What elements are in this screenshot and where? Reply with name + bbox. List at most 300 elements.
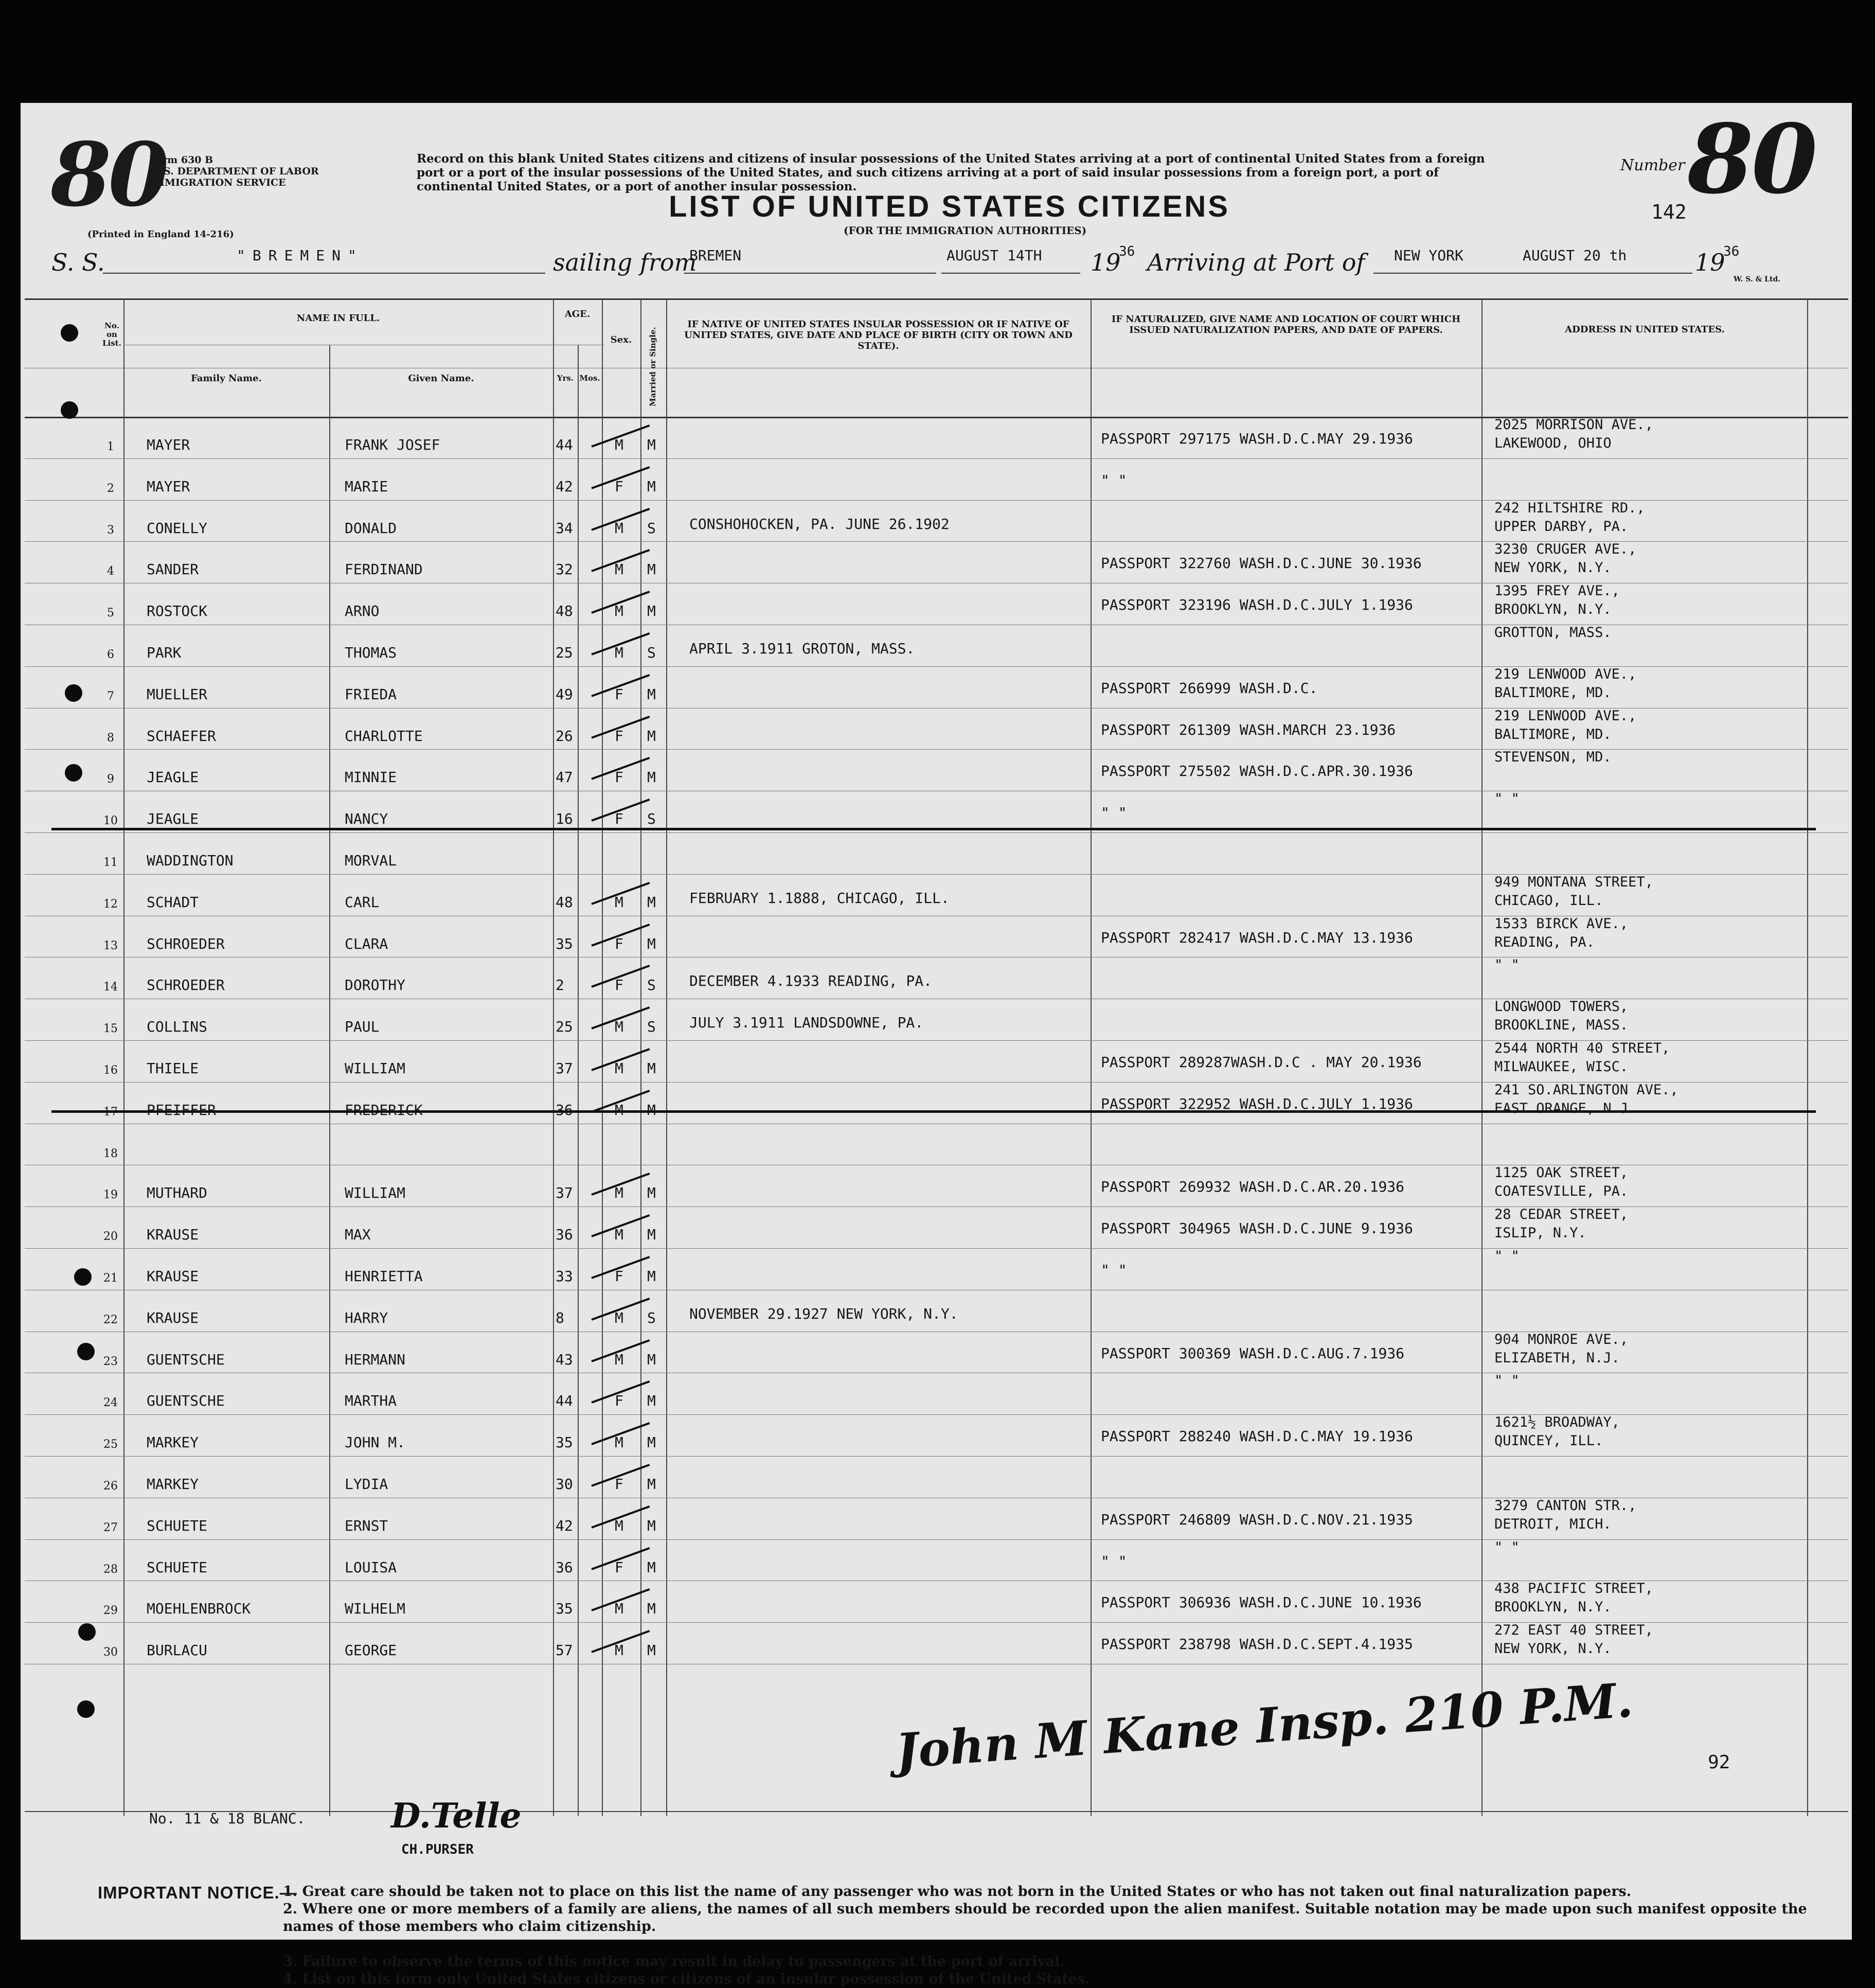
age-years: 35 [556,935,573,952]
strike-line-row-18 [51,1110,1816,1113]
sex: M [615,893,623,911]
sex: M [615,1226,623,1244]
address-line-1: 949 MONTANA STREET, [1494,874,1653,890]
address-line-1: " " [1494,791,1520,807]
age-years: 36 [556,1558,573,1576]
given-name: LYDIA [345,1476,388,1493]
address-line-2: UPPER DARBY, PA. [1494,518,1629,535]
family-name: CONELLY [147,519,208,537]
punch-hole [61,401,78,419]
row-number: 1 [107,440,114,453]
family-name: KRAUSE [147,1268,199,1285]
birth-info: FEBRUARY 1.1888, CHICAGO, ILL. [689,889,950,907]
naturalization-info: PASSPORT 238798 WASH.D.C.SEPT.4.1935 [1101,1636,1413,1653]
service-name: IMMIGRATION SERVICE [149,177,286,188]
given-name: CLARA [345,935,388,952]
marital-status: M [647,685,656,703]
naturalization-info: " " [1101,471,1127,489]
naturalization-info: PASSPORT 322760 WASH.D.C.JUNE 30.1936 [1101,555,1422,572]
address-line-2: BROOKLYN, N.Y. [1494,1599,1612,1616]
address-line-2: BROOKLYN, N.Y. [1494,601,1612,618]
naturalization-info: " " [1101,804,1127,822]
row-number: 30 [103,1646,118,1659]
col-married-single: Married or Single. [648,327,657,406]
given-name: MAX [345,1226,371,1244]
punch-hole [61,324,78,342]
marital-status: S [647,519,656,537]
age-years: 35 [556,1434,573,1451]
birth-info: DECEMBER 4.1933 READING, PA. [689,972,933,990]
sex: M [615,644,623,661]
row-number: 26 [103,1480,118,1493]
family-name: BURLACU [147,1642,208,1659]
row-number: 29 [103,1604,118,1618]
family-name: MAYER [147,477,190,495]
arrival-date: AUGUST 20 th [1523,247,1627,264]
age-years: 37 [556,1184,573,1202]
family-name: SCHROEDER [147,935,225,952]
notice-heading: IMPORTANT NOTICE.— [98,1883,297,1902]
marital-status: M [647,1642,656,1659]
notice-4: 4. List on this form only United States citizens or citizens of an insular possession of the United States. [283,1971,1090,1987]
marital-status: M [647,1226,656,1244]
address-line-2: NEW YORK, N.Y. [1494,560,1612,576]
row-rule [25,458,1848,459]
row-number: 16 [103,1064,118,1077]
sex: M [615,602,623,620]
sex: F [615,477,623,495]
address-line-1: 2544 NORTH 40 STREET, [1494,1040,1670,1056]
naturalization-info: PASSPORT 266999 WASH.D.C. [1101,679,1318,697]
given-name: ARNO [345,602,380,620]
marital-status: S [647,810,656,828]
row-number: 6 [107,648,114,661]
age-years: 30 [556,1476,573,1493]
marital-status: M [647,1476,656,1493]
address-line-1: 438 PACIFIC STREET, [1494,1581,1653,1597]
given-name: FRIEDA [345,685,397,703]
sail-year-prefix: 19 [1091,248,1121,276]
marital-status: M [647,769,656,786]
page-number: 92 [1708,1752,1730,1773]
given-name: WILHELM [345,1600,406,1618]
row-number: 5 [107,607,114,620]
col-address: ADDRESS IN UNITED STATES. [1565,324,1725,335]
address-line-2: CHICAGO, ILL. [1494,892,1603,909]
page-title: LIST OF UNITED STATES CITIZENS [669,190,1230,223]
punch-hole [74,1268,92,1286]
row-number: 7 [107,689,114,703]
address-line-2: EAST ORANGE, N.J. [1494,1100,1637,1116]
family-name: MUELLER [147,685,208,703]
given-name: LOUISA [345,1558,397,1576]
address-line-2: NEW YORK, N.Y. [1494,1641,1612,1657]
address-line-2: ELIZABETH, N.J. [1494,1350,1620,1366]
sex: F [615,1476,623,1493]
address-line-1: 1533 BIRCK AVE., [1494,915,1629,932]
sex: F [615,1268,623,1285]
col-age: AGE. [564,309,591,319]
strike-line-row-11 [51,828,1816,830]
age-years: 44 [556,1392,573,1410]
marital-status: M [647,477,656,495]
age-years: 43 [556,1351,573,1368]
sex: M [615,1101,623,1119]
sheet-number-left: 80 [50,123,166,226]
col-name-in-full: NAME IN FULL. [296,313,380,324]
row-number: 4 [107,565,114,578]
age-years: 48 [556,893,573,911]
marital-status: M [647,1184,656,1202]
family-name: THIELE [147,1060,199,1077]
family-name: SCHAEFER [147,727,216,744]
manifest-sheet [21,103,1852,1987]
marital-status: M [647,1351,656,1368]
naturalization-info: PASSPORT 282417 WASH.D.C.MAY 13.1936 [1101,929,1413,946]
naturalization-info: PASSPORT 304965 WASH.D.C.JUNE 9.1936 [1101,1220,1413,1237]
address-line-1: LONGWOOD TOWERS, [1494,999,1629,1015]
col-birth: IF NATIVE OF UNITED STATES INSULAR POSSESSION OR IF NATIVE OF UNITED STATES, GIVE DATE AND PLACE OF BIRTH (CITY OR TOWN AND STATE). [684,319,1073,351]
record-instructions: Record on this blank United States citizens and citizens of insular possessions of the United States arriving at a port of continental United States from a foreign port or a port of the insular possessions of the United States, and such citizens arriving at a port of said insular possessions from a foreign port, a port of continental United States, or a port of another insular possession. [417,152,1485,193]
row-number: 20 [103,1230,118,1244]
given-name: MINNIE [345,769,397,786]
address-line-1: STEVENSON, MD. [1494,749,1612,766]
row-rule [25,1456,1848,1457]
family-name: SCHADT [147,893,199,911]
family-name: PFEIFFER [147,1101,216,1119]
sex: M [615,436,623,453]
sex: M [615,1060,623,1077]
marital-status: M [647,436,656,453]
stamp-number: 142 [1651,201,1687,223]
naturalization-info: PASSPORT 269932 WASH.D.C.AR.20.1936 [1101,1178,1405,1196]
marital-status: S [647,977,656,994]
age-years: 8 [556,1309,564,1326]
naturalization-info: PASSPORT 275502 WASH.D.C.APR.30.1936 [1101,762,1413,780]
given-name: CARL [345,893,380,911]
address-line-2: LAKEWOOD, OHIO [1494,435,1612,451]
address-line-1: 219 LENWOOD AVE., [1494,707,1637,724]
given-name: MORVAL [345,852,397,869]
family-name: SCHUETE [147,1517,208,1534]
family-name: SANDER [147,561,199,578]
naturalization-info: PASSPORT 300369 WASH.D.C.AUG.7.1936 [1101,1344,1405,1362]
department-block [149,154,319,188]
row-number: 9 [107,773,114,786]
marital-status: M [647,935,656,952]
age-years: 2 [556,977,564,994]
arriving-label: Arriving at Port of [1147,248,1365,276]
address-line-1: 272 EAST 40 STREET, [1494,1622,1653,1639]
marital-status: S [647,1309,656,1326]
sailing-from: BREMEN [689,247,742,264]
marital-status: M [647,1434,656,1451]
col-family-name: Family Name. [191,373,262,384]
col-yrs: Yrs. [557,374,574,383]
row-number: 23 [103,1355,118,1368]
given-name: NANCY [345,810,388,828]
address-line-1: " " [1494,1248,1520,1264]
marital-status: M [647,1060,656,1077]
family-name: ROSTOCK [147,602,208,620]
family-name: SCHROEDER [147,977,225,994]
address-line-1: 28 CEDAR STREET, [1494,1206,1629,1223]
row-number: 19 [103,1188,118,1202]
marital-status: M [647,561,656,578]
age-years: 47 [556,769,573,786]
naturalization-info: PASSPORT 306936 WASH.D.C.JUNE 10.1936 [1101,1594,1422,1611]
sex: F [615,727,623,744]
notice-1: 1. Great care should be taken not to place on this list the name of any passenger who was not born in the United States or who has not taken out final naturalization papers. [283,1884,1632,1900]
number-value: 80 [1687,103,1816,215]
family-name: MOEHLENBROCK [147,1600,251,1618]
given-name: FRANK JOSEF [345,436,440,453]
address-line-2: BROOKLINE, MASS. [1494,1017,1629,1034]
punch-hole [77,1343,95,1360]
address-line-2: DETROIT, MICH. [1494,1516,1612,1532]
sex: F [615,1558,623,1576]
row-rule [25,1539,1848,1540]
row-rule [25,832,1848,833]
address-line-1: 3230 CRUGER AVE., [1494,541,1637,558]
marital-status: S [647,1018,656,1036]
address-line-2: MILWAUKEE, WISC. [1494,1059,1629,1075]
age-years: 32 [556,561,573,578]
address-line-1: " " [1494,1373,1520,1389]
marital-status: M [647,727,656,744]
address-line-1: 1621½ BROADWAY, [1494,1414,1620,1431]
given-name: PAUL [345,1018,380,1036]
row-number: 11 [103,856,118,869]
marital-status: M [647,893,656,911]
sex: F [615,810,623,828]
department-name: U. S. DEPARTMENT OF LABOR [149,166,319,177]
age-years: 37 [556,1060,573,1077]
family-name: MARKEY [147,1434,199,1451]
naturalization-info: " " [1101,1552,1127,1570]
sex: M [615,1018,623,1036]
address-line-1: " " [1494,1539,1520,1555]
birth-info: NOVEMBER 29.1927 NEW YORK, N.Y. [689,1305,958,1322]
col-mos: Mos. [579,374,600,383]
printer-mark: W. S. & Ltd. [1734,275,1781,283]
sailing-from-label: sailing from [553,248,697,276]
punch-hole [65,764,82,782]
address-line-1: 219 LENWOOD AVE., [1494,666,1637,682]
ss-label: S. S. [51,248,105,276]
row-number: 27 [103,1521,118,1534]
row-number: 10 [103,814,118,828]
notice-2: 2. Where one or more members of a family are aliens, the names of all such members should be recorded upon the alien manifest. Suitable notation may be made upon such manifest opposite the names of those members who claim citizenship. [283,1901,1807,1934]
sex: M [615,1642,623,1659]
family-name: WADDINGTON [147,852,234,869]
family-name: COLLINS [147,1018,208,1036]
given-name: DONALD [345,519,397,537]
address-line-1: 242 HILTSHIRE RD., [1494,500,1645,516]
row-number: 15 [103,1022,118,1036]
row-number: 28 [103,1563,118,1576]
sex: M [615,1517,623,1534]
given-name: FERDINAND [345,561,423,578]
purser-title: CH.PURSER [401,1842,474,1857]
age-years: 36 [556,1101,573,1119]
given-name: THOMAS [345,644,397,661]
age-years: 26 [556,727,573,744]
birth-info: CONSHOHOCKEN, PA. JUNE 26.1902 [689,515,950,532]
age-years: 36 [556,1226,573,1244]
marital-status: M [647,1600,656,1618]
col-sex: Sex. [610,334,632,345]
given-name: MARIE [345,477,388,495]
naturalization-info: PASSPORT 288240 WASH.D.C.MAY 19.1936 [1101,1428,1413,1445]
sex: M [615,1600,623,1618]
sex: F [615,685,623,703]
address-line-1: 904 MONROE AVE., [1494,1331,1629,1347]
address-line-1: " " [1494,957,1520,973]
sex: F [615,1392,623,1410]
address-line-1: 3279 CANTON STR., [1494,1497,1637,1514]
address-line-2: READING, PA. [1494,934,1595,950]
address-line-1: 1395 FREY AVE., [1494,583,1620,599]
given-name: HENRIETTA [345,1268,423,1285]
address-line-2: BALTIMORE, MD. [1494,726,1612,742]
family-name: GUENTSCHE [147,1392,225,1410]
col-no: No. on List. [102,321,121,348]
row-number: 8 [107,731,114,744]
naturalization-info: PASSPORT 246809 WASH.D.C.NOV.21.1935 [1101,1511,1413,1528]
naturalization-info: PASSPORT 323196 WASH.D.C.JULY 1.1936 [1101,596,1413,614]
birth-info: APRIL 3.1911 GROTON, MASS. [689,640,915,657]
sex: M [615,1309,623,1326]
age-years: 49 [556,685,573,703]
age-years: 57 [556,1642,573,1659]
row-number: 14 [103,981,118,994]
notice-3: 3. Failure to observe the terms of this notice may result in delay to passengers at the port of arrival. [283,1954,1065,1969]
family-name: GUENTSCHE [147,1351,225,1368]
arrival-port: NEW YORK [1394,247,1463,264]
col-given-name: Given Name. [408,373,474,384]
printed-note: (Printed in England 14-216) [87,229,234,240]
family-name: JEAGLE [147,769,199,786]
sex: F [615,977,623,994]
marital-status: M [647,1268,656,1285]
age-years: 34 [556,519,573,537]
sex: M [615,561,623,578]
given-name: WILLIAM [345,1060,406,1077]
address-line-1: 241 SO.ARLINGTON AVE., [1494,1081,1678,1098]
naturalization-info: PASSPORT 261309 WASH.MARCH 23.1936 [1101,721,1396,738]
address-line-2: QUINCEY, ILL. [1494,1433,1603,1449]
row-rule [25,1248,1848,1249]
family-name: JEAGLE [147,810,199,828]
col-naturalized: IF NATURALIZED, GIVE NAME AND LOCATION OF COURT WHICH ISSUED NATURALIZATION PAPERS, AND DATE OF PAPERS. [1111,314,1461,335]
marital-status: S [647,644,656,661]
given-name: DOROTHY [345,977,406,994]
row-number: 3 [107,523,114,537]
punch-hole [77,1700,95,1718]
age-years: 33 [556,1268,573,1285]
family-name: KRAUSE [147,1309,199,1326]
family-name: MUTHARD [147,1184,208,1202]
inspector-signature: John M Kane Insp. 210 P.M. [894,1672,1635,1779]
form-number: Form 630 B [149,154,213,166]
given-name: MARTHA [345,1392,397,1410]
address-line-1: 2025 MORRISON AVE., [1494,417,1653,433]
given-name: GEORGE [345,1642,397,1659]
address-line-1: 1125 OAK STREET, [1494,1165,1629,1181]
age-years: 16 [556,810,573,828]
naturalization-info: PASSPORT 289287WASH.D.C . MAY 20.1936 [1101,1054,1422,1071]
row-number: 25 [103,1438,118,1451]
naturalization-info: PASSPORT 297175 WASH.D.C.MAY 29.1936 [1101,430,1413,447]
family-name: PARK [147,644,182,661]
arrive-year: 36 [1723,244,1740,259]
row-number: 12 [103,897,118,911]
family-name: KRAUSE [147,1226,199,1244]
sailing-date: AUGUST 14TH [947,247,1042,264]
sail-year: 36 [1119,244,1135,259]
sex: M [615,519,623,537]
address-line-2: ISLIP, N.Y. [1494,1225,1586,1241]
age-years: 25 [556,1018,573,1036]
marital-status: M [647,602,656,620]
naturalization-info: PASSPORT 322952 WASH.D.C.JULY 1.1936 [1101,1095,1413,1112]
family-name: SCHUETE [147,1558,208,1576]
sex: M [615,1351,623,1368]
punch-hole [65,684,82,702]
age-years: 35 [556,1600,573,1618]
given-name: JOHN M. [345,1434,406,1451]
purser-signature: D.Telle [391,1796,522,1836]
birth-info: JULY 3.1911 LANDSDOWNE, PA. [689,1014,924,1032]
sex: M [615,1184,623,1202]
family-name: MARKEY [147,1476,199,1493]
page-subtitle: (FOR THE IMMIGRATION AUTHORITIES) [844,224,1087,237]
row-number: 22 [103,1313,118,1326]
row-number: 13 [103,939,118,952]
given-name: ERNST [345,1517,388,1534]
marital-status: M [647,1558,656,1576]
marital-status: M [647,1392,656,1410]
given-name: WILLIAM [345,1184,406,1202]
row-number: 18 [103,1147,118,1160]
age-years: 25 [556,644,573,661]
number-label: Number [1620,156,1685,174]
age-years: 42 [556,477,573,495]
punch-hole [78,1623,96,1641]
blank-rows-note: No. 11 & 18 BLANC. [149,1810,306,1827]
ship-name: "BREMEN" [237,247,364,264]
address-line-2: BALTIMORE, MD. [1494,684,1612,701]
given-name: CHARLOTTE [345,727,423,744]
given-name: HARRY [345,1309,388,1326]
age-years: 44 [556,436,573,453]
marital-status: M [647,1517,656,1534]
row-number: 17 [103,1105,118,1119]
family-name: MAYER [147,436,190,453]
row-number: 24 [103,1396,118,1410]
naturalization-info: " " [1101,1262,1127,1279]
age-years: 42 [556,1517,573,1534]
given-name: HERMANN [345,1351,406,1368]
arrive-year-prefix: 19 [1695,248,1725,276]
address-line-2: COATESVILLE, PA. [1494,1183,1629,1200]
row-number: 21 [103,1272,118,1285]
marital-status: M [647,1101,656,1119]
row-number: 2 [107,482,114,495]
sex: M [615,1434,623,1451]
sex: F [615,769,623,786]
